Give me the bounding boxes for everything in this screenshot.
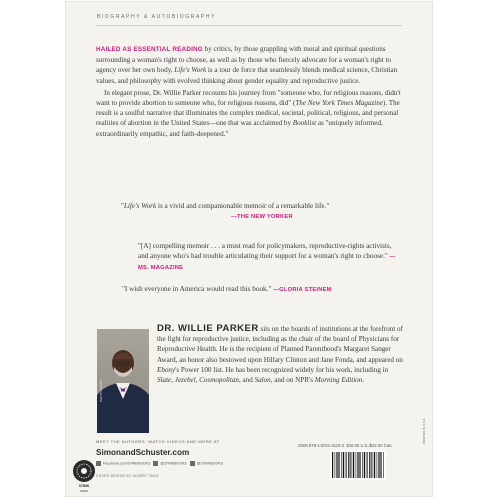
description-text: as "uniquely informed, extraordinarily empathic, and faith-deepened." xyxy=(96,119,383,138)
review-quote-2 xyxy=(138,241,398,273)
promo-line: MEET THE AUTHORS, WATCH VIDEOS AND MORE AT xyxy=(96,439,220,444)
quote-source: —GLORIA STEINEM xyxy=(273,287,332,293)
author-portrait-image xyxy=(97,329,149,433)
bio-italic: Morning Edition xyxy=(314,376,363,385)
barcode-icon xyxy=(330,450,386,480)
review-quote-1 xyxy=(121,201,391,222)
top-rule xyxy=(96,25,402,26)
logo-line-1: 37INK xyxy=(78,484,90,488)
quote-source: —THE NEW YORKER xyxy=(231,214,293,220)
book-title-italic: Life's Work xyxy=(174,66,207,75)
quote-text: is a vivid and companionable memoir of a remarkable life." xyxy=(156,202,330,210)
highlight-text: HAILED AS ESSENTIAL READING xyxy=(96,46,203,53)
cover-design-credit: COVER DESIGN BY ALBERT TANG xyxy=(96,474,159,478)
social-links xyxy=(96,461,223,466)
logo-mark-icon xyxy=(73,460,95,482)
quote-title-italic: Life's Work xyxy=(123,202,157,210)
quote-text: "[A] compelling memoir . . . a must read for policymakers, reproductive-rights activists, and anyone who's had trouble articulating their support for a woman's right to choose." xyxy=(138,242,392,260)
social-twitter: @37INKBOOKS xyxy=(160,461,187,466)
bio-text: sits on the boards of institutions at the forefront of the fight for reproductive justice, including as the chair of the board of Physicians for Reproductive Health. He is the recipient of Planned Parenthood's Margaret Sanger Award, an honor also bestowed upon Hillary Clinton and Jane Fonda, and appeared on xyxy=(157,325,403,364)
logo-line-2: ATRIA xyxy=(79,489,89,493)
bio-italic: Jezebel xyxy=(174,376,196,385)
bio-text: , xyxy=(171,376,175,385)
bio-text: , and xyxy=(238,376,255,385)
isbn: ISBN 978-1-5011-5115-2 xyxy=(298,443,345,448)
instagram-icon xyxy=(190,461,195,466)
source-italic: Booklist xyxy=(292,119,317,128)
quote-mark: " xyxy=(121,202,124,210)
social-instagram: @37INKBOOKS xyxy=(196,461,224,466)
bio-italic: Cosmopolitan xyxy=(199,376,239,385)
bio-italic: Salon xyxy=(254,376,271,385)
category-label: BIOGRAPHY & AUTOBIOGRAPHY xyxy=(97,14,217,20)
description-text: is a tour de force that seamlessly blends medical science, Christian values, and philosophy with evolved thinking about gender equality and reproductive justice. xyxy=(96,66,398,85)
isbn-price-line xyxy=(298,443,393,448)
description-text: In elegant prose, Dr. Willie Parker recounts his journey from "someone who, for religious reasons, didn't want to provide abortion to someone who, for religious reasons, did" ( xyxy=(96,88,401,108)
facebook-icon xyxy=(96,461,101,466)
review-quote-3 xyxy=(122,284,422,295)
description-paragraph-2 xyxy=(96,88,402,139)
author-photo xyxy=(97,329,149,433)
bio-text: , and on NPR's xyxy=(270,376,315,385)
publisher-logo-text xyxy=(72,484,96,494)
description-text: by critics, by those grappling with moral and spiritual questions surrounding a woman's right to choose, as well as by those who fiercely advocate for a woman's right to agency over her own body, xyxy=(96,45,392,75)
bio-text: . xyxy=(362,376,365,385)
social-facebook: Facebook.com/37INKBOOKS xyxy=(103,461,151,466)
publisher-website: SimonandSchuster.com xyxy=(96,448,190,457)
twitter-icon xyxy=(153,461,158,466)
source-italic: The New York Times Magazine xyxy=(295,99,383,108)
description-text: ). The result is a soulful narrative that illuminates the complex medical, societal, political, religious, and personal realities of abortion in the United States—one that was acclaimed by xyxy=(96,99,400,128)
quote-text: "I wish everyone in America would read this book." xyxy=(122,285,274,293)
bio-italic: Ebony xyxy=(157,365,176,374)
price: $16.00 U.S./$22.00 Can. xyxy=(346,443,393,448)
printed-in-usa: PRINTED IN U.S.A. xyxy=(422,417,426,444)
quote-source: —MS. MAGAZINE xyxy=(138,254,396,271)
book-back-cover xyxy=(66,2,432,496)
book-description xyxy=(96,44,402,139)
bio-text: , xyxy=(195,376,200,385)
bio-italic: Slate xyxy=(157,376,172,385)
publisher-logo-icon xyxy=(73,460,95,482)
photo-credit: PHOTO CREDIT xyxy=(99,379,103,402)
author-bio xyxy=(157,324,405,385)
author-name: DR. WILLIE PARKER xyxy=(157,323,259,334)
description-paragraph-1 xyxy=(96,44,402,86)
bio-text: 's Power 100 list. He has been recognized widely for his work, including in xyxy=(175,365,389,374)
